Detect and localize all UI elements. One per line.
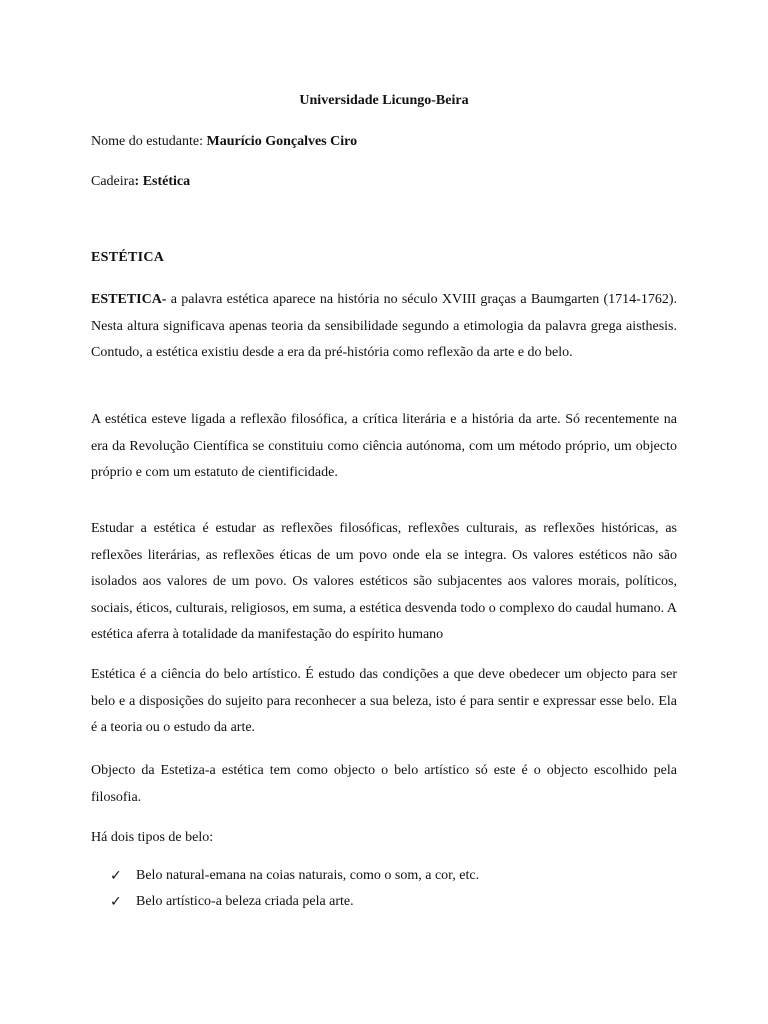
beauty-types-list [110, 863, 479, 915]
course-name: : Estética [134, 174, 191, 189]
course-label: Cadeira [91, 174, 135, 189]
section-heading: ESTÉTICA [91, 250, 165, 265]
list-item-text: Belo artístico-a beleza criada pela arte. [136, 894, 354, 909]
paragraph-object: Objecto da Estetiza-a estética tem como objecto o belo artístico só este é o objecto escolhido pela filosofia. [91, 763, 677, 805]
course-line [91, 174, 190, 190]
paragraph-definition [91, 287, 677, 367]
paragraph-history: A estética esteve ligada a reflexão filosófica, a crítica literária e a história da arte. Só recentemente na era da Revolução Científica se constituiu como ciência autónoma, com um método próprio, um objecto próprio e com um estatuto de cientificidade. [91, 412, 677, 480]
paragraph-science: Estética é a ciência do belo artístico. É estudo das condições a que deve obedecer um objecto para ser belo e a disposições do sujeito para reconhecer a sua beleza, isto é para sentir e expressar esse belo. Ela é a teoria ou o estudo da arte. [91, 667, 677, 735]
paragraph-types-intro: Há dois tipos de belo: [91, 830, 214, 845]
student-label: Nome do estudante: [91, 134, 207, 149]
check-icon: ✓ [110, 894, 122, 910]
list-item [110, 889, 479, 915]
list-item [110, 863, 479, 889]
university-title: Universidade Licungo-Beira [299, 93, 469, 108]
check-icon: ✓ [110, 868, 122, 884]
student-name: Maurício Gonçalves Ciro [206, 134, 358, 149]
paragraph-study: Estudar a estética é estudar as reflexões filosóficas, reflexões culturais, as reflexões históricas, as reflexões literárias, as reflexões éticas de um povo onde ela se integra. Os valores estéticos não são isolados aos valores de um povo. Os valores estéticos são subjacentes aos valores morais, políticos, sociais, éticos, culturais, religiosos, em suma, a estética desvenda todo o complexo do caudal humano. A estética aferra à totalidade da manifestação do espírito humano [91, 521, 677, 642]
definition-term: ESTETICA- [91, 292, 167, 307]
definition-text: a palavra estética aparece na história no século XVIII graças a Baumgarten (1714-1762). Nesta altura significava apenas teoria da sensibilidade segundo a etimologia da palavra grega aisthesis. Contudo, a estética existiu desde a era da pré-história como reflexão da arte e do belo. [91, 292, 677, 360]
student-line [91, 134, 357, 150]
list-item-text: Belo natural-emana na coias naturais, como o som, a cor, etc. [136, 868, 480, 883]
